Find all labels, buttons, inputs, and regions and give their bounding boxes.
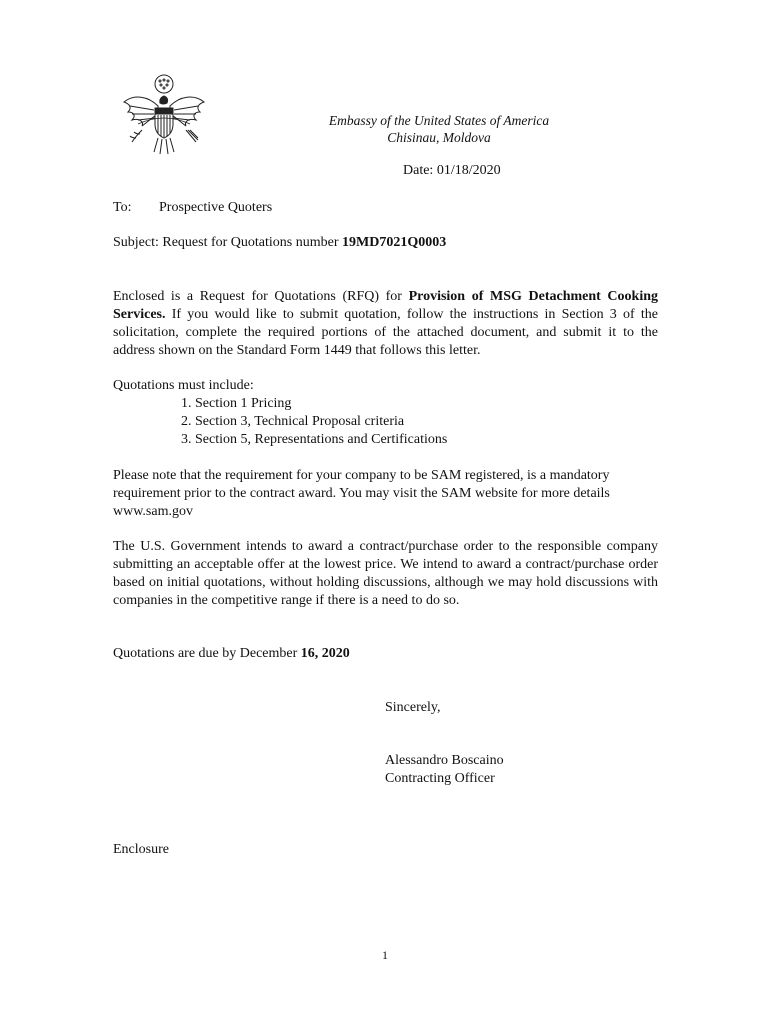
sam-paragraph: Please note that the requirement for your company to be SAM registered, is a mandatory requirement prior to the contract award. You may visit the SAM website for more details www.sam.gov xyxy=(113,468,610,519)
due-prefix: Quotations are due by December xyxy=(113,646,301,661)
letter-date: Date: 01/18/2020 xyxy=(403,163,501,178)
list-item: 3. Section 5, Representations and Certifications xyxy=(181,432,448,447)
intro-paragraph xyxy=(113,288,658,360)
list-item: 2. Section 3, Technical Proposal criteria xyxy=(181,414,405,429)
list-item: 1. Section 1 Pricing xyxy=(181,396,292,411)
signer-name: Alessandro Boscaino xyxy=(385,753,504,768)
intro-text-1: Enclosed is a Request for Quotations (RFQ) for xyxy=(113,289,409,304)
intro-text-2: If you would like to submit quotation, follow the instructions in Section 3 of the solicitation, complete the required portions of the attached document, and submit it to the address shown on the Standard Form 1449 that follows this letter. xyxy=(113,307,658,358)
signer-title: Contracting Officer xyxy=(385,771,495,786)
subject-line xyxy=(113,234,446,252)
intro-bold: Provision of MSG Detachment Cooking Services. xyxy=(113,289,658,322)
award-paragraph: The U.S. Government intends to award a contract/purchase order to the responsible company submitting an acceptable offer at the lowest price. We intend to award a contract/purchase order based on initial quotations, without holding discussions, although we may hold discussions with companies in the competitive range if there is a need to do so. xyxy=(113,539,658,608)
page-number: 1 xyxy=(382,948,388,962)
great-seal-eagle-icon xyxy=(118,68,210,160)
due-date-line xyxy=(113,645,350,663)
embassy-location: Chisinau, Moldova xyxy=(387,130,491,145)
rfq-number: 19MD7021Q0003 xyxy=(342,235,447,250)
due-date: 16, 2020 xyxy=(300,646,350,661)
to-recipient: Prospective Quoters xyxy=(159,200,273,215)
closing: Sincerely, xyxy=(385,700,441,715)
must-include-heading: Quotations must include: xyxy=(113,378,254,393)
subject-prefix: Subject: Request for Quotations number xyxy=(113,235,343,250)
embassy-name: Embassy of the United States of America xyxy=(328,113,550,128)
to-label: To: xyxy=(113,200,132,215)
enclosure-label: Enclosure xyxy=(113,842,169,857)
